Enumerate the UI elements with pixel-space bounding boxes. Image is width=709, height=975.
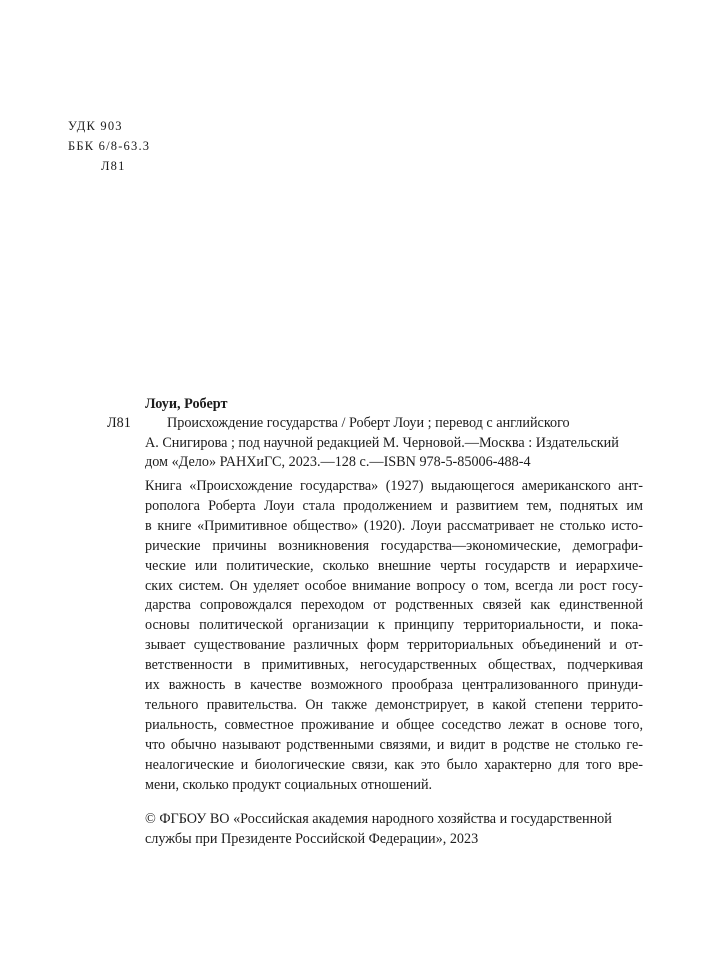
copyright-notice [145,809,643,849]
bbk-code: ББК 6/8-63.3 [68,139,151,153]
annotation-line: основы политической организации к принципу территориальности, и пока- [145,617,643,634]
annotation [145,477,643,796]
catalog-author-mark: Л81 [107,415,131,431]
bibliographic-line: А. Снигирова ; под научной редакцией М. Черновой.—Москва : Издательский [145,434,619,451]
annotation-line: риальность, совместное проживание и общее соседство лежат в основе того, [145,716,643,733]
annotation-line: в книге «Примитивное общество» (1920). Лоуи рассматривает не столько исто- [145,517,643,534]
copyright-line: службы при Президенте Российской Федерации», 2023 [145,831,479,847]
author-mark-code: Л81 [101,159,126,173]
annotation-line: мени, сколько продукт социальных отношений. [145,776,433,793]
annotation-line: дарства сопровождался переходом от родственных связей как единственной [145,597,643,614]
annotation-line: зывает существование различных форм территориальных объединений и от- [145,637,643,654]
bibliographic-line: дом «Дело» РАНХиГС, 2023.—128 с.—ISBN 978-5-85006-488-4 [145,454,531,470]
annotation-line: ских систем. Он уделяет особое внимание вопросу о том, всегда ли рост госу- [145,577,643,594]
copyright-line: © ФГБОУ ВО «Российская академия народного хозяйства и государственной [145,811,612,827]
annotation-line: рические причины возникновения государства—экономические, демографи- [145,537,643,554]
annotation-line: тельного правительства. Он также демонстрирует, в какой степени террито- [145,696,643,713]
catalog-author: Лоуи, Роберт [145,396,228,412]
annotation-line: рополога Роберта Лоуи стала продолжением и развитием тем, поднятых им [145,497,643,514]
annotation-line: Книга «Происхождение государства» (1927) выдающегося американского ант- [145,478,643,494]
annotation-line: их важность в качестве возможного прообраза централизованного принуди- [145,677,643,694]
annotation-line: что обычно называют родственными связями, и видит в родстве не столько ге- [145,736,643,753]
udk-code: УДК 903 [68,119,123,133]
classification-codes [68,116,150,176]
annotation-line: ческие или политические, сколько внешние черты государств и иерархиче- [145,557,643,574]
bibliographic-record [145,414,643,473]
annotation-line: ветственности в примитивных, негосударственных обществах, подчеркивая [145,657,643,674]
bibliographic-line: Происхождение государства / Роберт Лоуи ; перевод с английского [167,415,570,431]
annotation-line: неалогические и биологические связи, как это было характерно для того вре- [145,756,643,773]
